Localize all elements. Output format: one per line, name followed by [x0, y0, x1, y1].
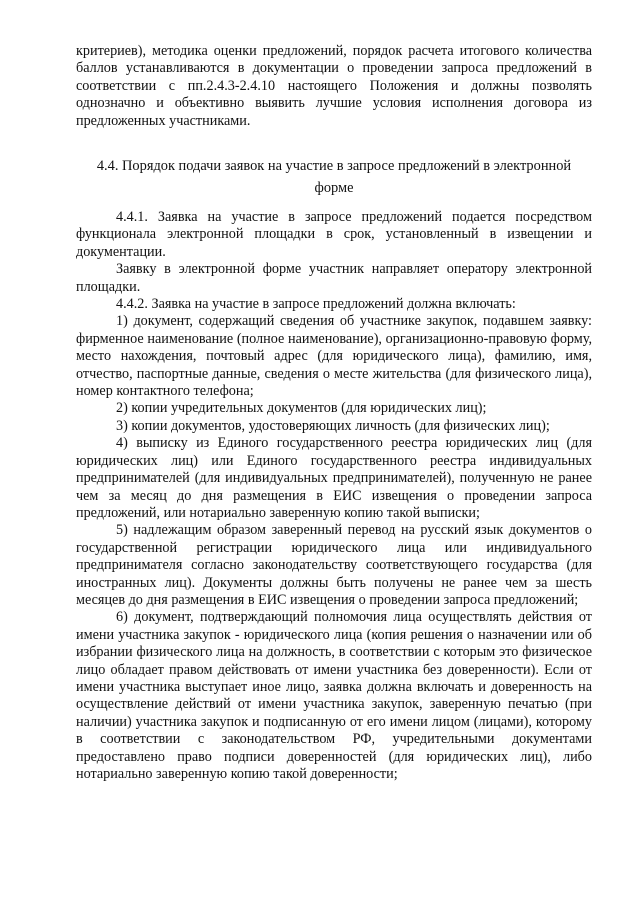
list-item-1: 1) документ, содержащий сведения об участнике закупок, подавшем заявку: фирменное наименование (полное наименование), организационно-правовую форму, место нахождения, почтовый адрес (для юридического лица), фамилию, имя, отчество, паспортные данные, сведения о месте жительства (для физического лица), номер контактного телефона;: [76, 313, 592, 400]
list-item-6: 6) документ, подтверждающий полномочия лица осуществлять действия от имени участника закупок - юридического лица (копия решения о назначении или об избрании физического лица на должность, в соответствии с которым это физическое лицо обладает правом действовать от имени участника без доверенности). Если от имени участника выступает иное лицо, заявка должна включать и доверенность на осуществление действий от имени участника закупок, заверенную печатью (при наличии) участника закупок и подписанную от его имени лицом (лицами), которому в соответствии с законодательством РФ, учредительными документами предоставлено право подписи доверенностей (для юридических лиц), либо нотариально заверенную копию такой доверенности;: [76, 609, 592, 782]
list-item-2: 2) копии учредительных документов (для юридических лиц);: [116, 400, 487, 417]
text-block-top: [76, 43, 592, 130]
list-item-5: 5) надлежащим образом заверенный перевод на русский язык документов о государственной регистрации юридического лица или индивидуального предпринимателя согласно законодательству соответствующего государства (для иностранных лиц). Документы должны быть получены не ранее чем за шесть месяцев до дня размещения в ЕИС извещения о проведении запроса предложений;: [76, 522, 592, 608]
paragraph-4-4-1: 4.4.1. Заявка на участие в запросе предложений подается посредством функционала электронной площадки в срок, установленный в извещении и документации.: [76, 209, 592, 260]
paragraph-4-4-2: 4.4.2. Заявка на участие в запросе предложений должна включать:: [116, 296, 516, 313]
section-heading: 4.4. Порядок подачи заявок на участие в запросе предложений в электронной форме: [96, 158, 572, 196]
list-item-3: 3) копии документов, удостоверяющих личность (для физических лиц);: [116, 417, 550, 434]
continuation-paragraph: критериев), методика оценки предложений, порядок расчета итогового количества баллов устанавливаются в документации о проведении запроса предложений в соответствии с пп.2.4.3-2.4.10 настоящего Положения и должны позволять однозначно и объективно выявить лучшие условия исполнения договора из предложенных участниками.: [76, 43, 592, 129]
list-item-4: 4) выписку из Единого государственного реестра юридических лиц (для юридических лиц) или Единого государственного реестра индивидуальных предпринимателей (для индивидуальных предпринимателей), полученную не ранее чем за месяц до дня размещения в ЕИС извещения о проведении запроса предложений, или нотариально заверенную копию такой выписки;: [76, 435, 592, 521]
paragraph-submission: Заявку в электронной форме участник направляет оператору электронной площадки.: [76, 261, 592, 295]
text-block-main: [76, 209, 592, 783]
